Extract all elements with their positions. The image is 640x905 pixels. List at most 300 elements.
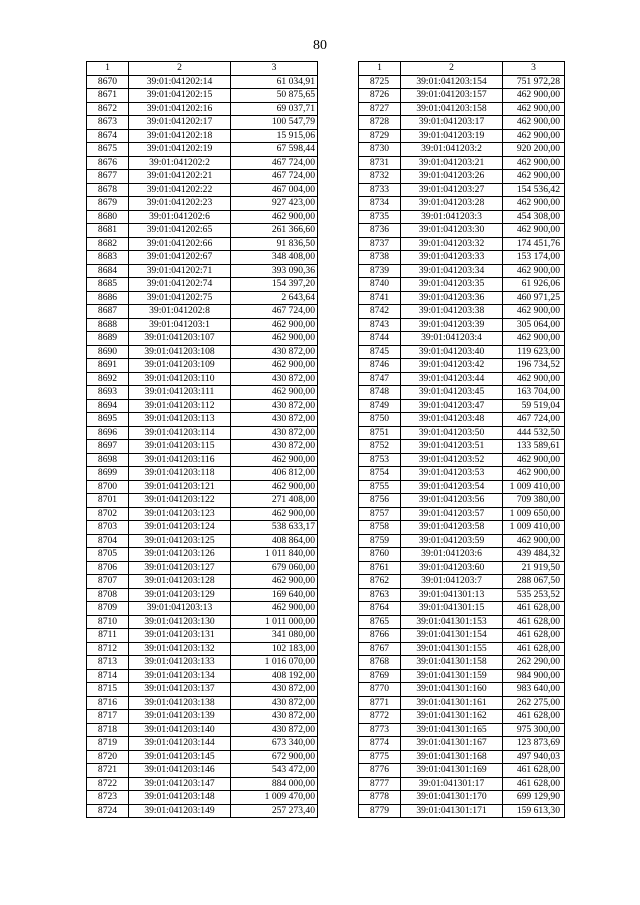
cadastral-number: 39:01:041203:123	[129, 507, 231, 521]
cadastral-number: 39:01:041203:60	[401, 561, 503, 575]
table-row	[87, 615, 318, 629]
cadastral-value: 679 060,00	[231, 561, 318, 575]
cadastral-value: 174 451,76	[503, 237, 565, 251]
table-row	[87, 521, 318, 535]
cadastral-number: 39:01:041301:159	[401, 669, 503, 683]
cadastral-number: 39:01:041301:169	[401, 764, 503, 778]
table-row	[359, 588, 565, 602]
table-row	[87, 345, 318, 359]
table-row	[359, 669, 565, 683]
cadastral-value: 461 628,00	[503, 629, 565, 643]
row-number: 8696	[87, 426, 129, 440]
cadastral-number: 39:01:041203:1	[129, 318, 231, 332]
cadastral-number: 39:01:041202:14	[129, 75, 231, 89]
cadastral-value: 430 872,00	[231, 723, 318, 737]
row-number: 8769	[359, 669, 401, 683]
table-row	[359, 507, 565, 521]
cadastral-value: 462 900,00	[503, 156, 565, 170]
row-number: 8694	[87, 399, 129, 413]
table-row	[87, 467, 318, 481]
row-number: 8707	[87, 575, 129, 589]
cadastral-number: 39:01:041203:127	[129, 561, 231, 575]
row-number: 8703	[87, 521, 129, 535]
row-number: 8740	[359, 278, 401, 292]
row-number: 8695	[87, 413, 129, 427]
row-number: 8721	[87, 764, 129, 778]
row-number: 8760	[359, 548, 401, 562]
row-number: 8700	[87, 480, 129, 494]
cadastral-value: 884 000,00	[231, 777, 318, 791]
cadastral-number: 39:01:041203:131	[129, 629, 231, 643]
table-row	[87, 426, 318, 440]
table-row	[359, 75, 565, 89]
table-row	[359, 642, 565, 656]
cadastral-value: 61 926,06	[503, 278, 565, 292]
table-row	[359, 426, 565, 440]
cadastral-value: 257 273,40	[231, 804, 318, 818]
cadastral-number: 39:01:041301:161	[401, 696, 503, 710]
row-number: 8701	[87, 494, 129, 508]
row-number: 8714	[87, 669, 129, 683]
cadastral-value: 408 192,00	[231, 669, 318, 683]
cadastral-value: 462 900,00	[231, 210, 318, 224]
cadastral-value: 467 724,00	[503, 413, 565, 427]
cadastral-value: 1 009 470,00	[231, 791, 318, 805]
row-number: 8747	[359, 372, 401, 386]
cadastral-value: 153 174,00	[503, 251, 565, 265]
row-number: 8688	[87, 318, 129, 332]
table-row	[87, 737, 318, 751]
table-row	[87, 332, 318, 346]
cadastral-value: 462 900,00	[231, 480, 318, 494]
cadastral-value: 462 900,00	[503, 116, 565, 130]
cadastral-value: 461 628,00	[503, 764, 565, 778]
table-row	[87, 359, 318, 373]
row-number: 8752	[359, 440, 401, 454]
table-row	[359, 615, 565, 629]
table-row	[87, 156, 318, 170]
cadastral-value: 920 200,00	[503, 143, 565, 157]
row-number: 8766	[359, 629, 401, 643]
table-row	[87, 494, 318, 508]
cadastral-number: 39:01:041203:154	[401, 75, 503, 89]
cadastral-value: 462 900,00	[503, 170, 565, 184]
cadastral-number: 39:01:041203:110	[129, 372, 231, 386]
table-row	[359, 359, 565, 373]
cadastral-value: 454 308,00	[503, 210, 565, 224]
cadastral-value: 154 397,20	[231, 278, 318, 292]
table-row	[359, 183, 565, 197]
table-row	[359, 521, 565, 535]
row-number: 8745	[359, 345, 401, 359]
cadastral-number: 39:01:041202:23	[129, 197, 231, 211]
cadastral-value: 408 864,00	[231, 534, 318, 548]
page-number: 80	[313, 38, 327, 53]
cadastral-value: 461 628,00	[503, 602, 565, 616]
table-row	[359, 710, 565, 724]
table-row	[87, 251, 318, 265]
cadastral-value: 430 872,00	[231, 345, 318, 359]
cadastral-value: 21 919,50	[503, 561, 565, 575]
cadastral-number: 39:01:041203:38	[401, 305, 503, 319]
cadastral-value: 461 628,00	[503, 642, 565, 656]
table-row	[87, 413, 318, 427]
cadastral-value: 100 547,79	[231, 116, 318, 130]
table-row	[359, 561, 565, 575]
table-row	[359, 683, 565, 697]
cadastral-value: 462 900,00	[503, 264, 565, 278]
row-number: 8755	[359, 480, 401, 494]
cadastral-value: 123 873,69	[503, 737, 565, 751]
cadastral-number: 39:01:041202:65	[129, 224, 231, 238]
table-row	[359, 264, 565, 278]
cadastral-number: 39:01:041203:57	[401, 507, 503, 521]
table-row	[87, 210, 318, 224]
row-number: 8718	[87, 723, 129, 737]
cadastral-number: 39:01:041203:59	[401, 534, 503, 548]
cadastral-value: 461 628,00	[503, 615, 565, 629]
row-number: 8720	[87, 750, 129, 764]
table-row	[359, 291, 565, 305]
table-row	[359, 156, 565, 170]
table-row	[87, 372, 318, 386]
cadastral-number: 39:01:041203:115	[129, 440, 231, 454]
row-number: 8674	[87, 129, 129, 143]
table-row	[359, 629, 565, 643]
row-number: 8764	[359, 602, 401, 616]
row-number: 8687	[87, 305, 129, 319]
cadastral-number: 39:01:041203:109	[129, 359, 231, 373]
cadastral-number: 39:01:041202:22	[129, 183, 231, 197]
cadastral-value: 133 589,61	[503, 440, 565, 454]
table-row	[87, 129, 318, 143]
cadastral-number: 39:01:041301:158	[401, 656, 503, 670]
table-row	[359, 696, 565, 710]
row-number: 8698	[87, 453, 129, 467]
cadastral-number: 39:01:041203:113	[129, 413, 231, 427]
table-row	[87, 777, 318, 791]
table-row	[87, 453, 318, 467]
cadastral-number: 39:01:041202:8	[129, 305, 231, 319]
cadastral-value: 709 380,00	[503, 494, 565, 508]
row-number: 8735	[359, 210, 401, 224]
cadastral-number: 39:01:041203:107	[129, 332, 231, 346]
table-row	[87, 89, 318, 103]
cadastral-number: 39:01:041203:111	[129, 386, 231, 400]
table-row	[359, 102, 565, 116]
cadastral-value: 467 004,00	[231, 183, 318, 197]
table-row	[87, 629, 318, 643]
cadastral-number: 39:01:041301:153	[401, 615, 503, 629]
cadastral-value: 467 724,00	[231, 305, 318, 319]
row-number: 8774	[359, 737, 401, 751]
cadastral-number: 39:01:041301:171	[401, 804, 503, 818]
row-number: 8710	[87, 615, 129, 629]
row-number: 8689	[87, 332, 129, 346]
cadastral-value: 430 872,00	[231, 440, 318, 454]
row-number: 8767	[359, 642, 401, 656]
table-row	[87, 183, 318, 197]
row-number: 8742	[359, 305, 401, 319]
cadastral-number: 39:01:041203:21	[401, 156, 503, 170]
table-row	[87, 102, 318, 116]
cadastral-number: 39:01:041301:168	[401, 750, 503, 764]
cadastral-number: 39:01:041202:75	[129, 291, 231, 305]
row-number: 8686	[87, 291, 129, 305]
table-row	[87, 237, 318, 251]
cadastral-number: 39:01:041203:145	[129, 750, 231, 764]
cadastral-number: 39:01:041203:122	[129, 494, 231, 508]
row-number: 8758	[359, 521, 401, 535]
table-row	[87, 750, 318, 764]
cadastral-value: 462 900,00	[231, 507, 318, 521]
row-number: 8739	[359, 264, 401, 278]
table-row	[87, 534, 318, 548]
table-row	[359, 804, 565, 818]
header-col-2: 2	[129, 62, 231, 76]
cadastral-value: 154 536,42	[503, 183, 565, 197]
cadastral-value: 467 724,00	[231, 156, 318, 170]
row-number: 8722	[87, 777, 129, 791]
row-number: 8736	[359, 224, 401, 238]
cadastral-value: 1 011 000,00	[231, 615, 318, 629]
cadastral-value: 69 037,71	[231, 102, 318, 116]
cadastral-number: 39:01:041202:66	[129, 237, 231, 251]
table-row	[87, 791, 318, 805]
cadastral-number: 39:01:041203:144	[129, 737, 231, 751]
row-number: 8671	[87, 89, 129, 103]
table-row	[87, 305, 318, 319]
cadastral-number: 39:01:041301:165	[401, 723, 503, 737]
cadastral-value: 102 183,00	[231, 642, 318, 656]
cadastral-number: 39:01:041203:50	[401, 426, 503, 440]
row-number: 8672	[87, 102, 129, 116]
table-row	[359, 453, 565, 467]
table-row	[87, 116, 318, 130]
table-row	[87, 764, 318, 778]
row-number: 8681	[87, 224, 129, 238]
cadastral-number: 39:01:041203:138	[129, 696, 231, 710]
row-number: 8692	[87, 372, 129, 386]
cadastral-number: 39:01:041301:167	[401, 737, 503, 751]
row-number: 8685	[87, 278, 129, 292]
row-number: 8748	[359, 386, 401, 400]
cadastral-value: 348 408,00	[231, 251, 318, 265]
cadastral-number: 39:01:041203:139	[129, 710, 231, 724]
table-row	[87, 656, 318, 670]
cadastral-number: 39:01:041202:74	[129, 278, 231, 292]
cadastral-number: 39:01:041203:39	[401, 318, 503, 332]
cadastral-number: 39:01:041203:13	[129, 602, 231, 616]
row-number: 8706	[87, 561, 129, 575]
cadastral-value: 393 090,36	[231, 264, 318, 278]
row-number: 8728	[359, 116, 401, 130]
cadastral-value: 67 598,44	[231, 143, 318, 157]
table-row	[359, 413, 565, 427]
cadastral-number: 39:01:041202:6	[129, 210, 231, 224]
cadastral-number: 39:01:041301:154	[401, 629, 503, 643]
cadastral-number: 39:01:041203:56	[401, 494, 503, 508]
table-row	[87, 602, 318, 616]
row-number: 8675	[87, 143, 129, 157]
cadastral-number: 39:01:041203:108	[129, 345, 231, 359]
cadastral-number: 39:01:041203:48	[401, 413, 503, 427]
table-row	[359, 143, 565, 157]
cadastral-value: 462 900,00	[231, 602, 318, 616]
table-row	[87, 804, 318, 818]
table-row	[87, 561, 318, 575]
cadastral-number: 39:01:041203:147	[129, 777, 231, 791]
cadastral-number: 39:01:041301:160	[401, 683, 503, 697]
cadastral-number: 39:01:041202:17	[129, 116, 231, 130]
cadastral-number: 39:01:041202:15	[129, 89, 231, 103]
table-row	[87, 575, 318, 589]
cadastral-value: 439 484,32	[503, 548, 565, 562]
header-col-2: 2	[401, 62, 503, 76]
cadastral-value: 462 900,00	[503, 129, 565, 143]
row-number: 8761	[359, 561, 401, 575]
table-row	[359, 656, 565, 670]
table-row	[87, 588, 318, 602]
cadastral-value: 497 940,03	[503, 750, 565, 764]
cadastral-number: 39:01:041203:124	[129, 521, 231, 535]
row-number: 8676	[87, 156, 129, 170]
cadastral-value: 430 872,00	[231, 413, 318, 427]
row-number: 8705	[87, 548, 129, 562]
cadastral-value: 462 900,00	[231, 386, 318, 400]
row-number: 8717	[87, 710, 129, 724]
table-row	[359, 372, 565, 386]
table-row	[359, 251, 565, 265]
cadastral-number: 39:01:041203:47	[401, 399, 503, 413]
cadastral-value: 462 900,00	[503, 102, 565, 116]
cadastral-value: 50 875,65	[231, 89, 318, 103]
cadastral-value: 271 408,00	[231, 494, 318, 508]
cadastral-number: 39:01:041301:155	[401, 642, 503, 656]
row-number: 8768	[359, 656, 401, 670]
cadastral-number: 39:01:041202:21	[129, 170, 231, 184]
cadastral-value: 444 532,50	[503, 426, 565, 440]
cadastral-value: 430 872,00	[231, 372, 318, 386]
table-row	[359, 305, 565, 319]
cadastral-number: 39:01:041203:125	[129, 534, 231, 548]
cadastral-number: 39:01:041203:128	[129, 575, 231, 589]
cadastral-value: 430 872,00	[231, 683, 318, 697]
cadastral-value: 984 900,00	[503, 669, 565, 683]
row-number: 8716	[87, 696, 129, 710]
cadastral-number: 39:01:041203:118	[129, 467, 231, 481]
row-number: 8776	[359, 764, 401, 778]
cadastral-number: 39:01:041203:134	[129, 669, 231, 683]
table-row	[87, 264, 318, 278]
table-row	[359, 723, 565, 737]
table-row	[87, 75, 318, 89]
cadastral-value: 15 915,06	[231, 129, 318, 143]
cadastral-value: 59 519,04	[503, 399, 565, 413]
row-number: 8750	[359, 413, 401, 427]
table-row	[359, 170, 565, 184]
table-row	[87, 507, 318, 521]
table-row	[359, 129, 565, 143]
row-number: 8727	[359, 102, 401, 116]
cadastral-value: 159 613,30	[503, 804, 565, 818]
table-row	[87, 683, 318, 697]
row-number: 8744	[359, 332, 401, 346]
row-number: 8684	[87, 264, 129, 278]
cadastral-number: 39:01:041301:15	[401, 602, 503, 616]
cadastral-value: 262 275,00	[503, 696, 565, 710]
cadastral-number: 39:01:041203:126	[129, 548, 231, 562]
cadastral-number: 39:01:041203:133	[129, 656, 231, 670]
table-row	[359, 602, 565, 616]
row-number: 8677	[87, 170, 129, 184]
cadastral-value: 1 016 070,00	[231, 656, 318, 670]
cadastral-value: 462 900,00	[503, 467, 565, 481]
row-number: 8683	[87, 251, 129, 265]
row-number: 8679	[87, 197, 129, 211]
cadastral-number: 39:01:041202:71	[129, 264, 231, 278]
row-number: 8759	[359, 534, 401, 548]
table-row	[359, 764, 565, 778]
header-col-3: 3	[231, 62, 318, 76]
cadastral-value: 288 067,50	[503, 575, 565, 589]
table-row	[359, 237, 565, 251]
cadastral-value: 535 253,52	[503, 588, 565, 602]
cadastral-number: 39:01:041202:16	[129, 102, 231, 116]
cadastral-number: 39:01:041203:2	[401, 143, 503, 157]
table-row	[87, 669, 318, 683]
cadastral-value: 543 472,00	[231, 764, 318, 778]
row-number: 8746	[359, 359, 401, 373]
cadastral-value: 462 900,00	[503, 453, 565, 467]
cadastral-number: 39:01:041203:32	[401, 237, 503, 251]
table-row	[359, 116, 565, 130]
table-row	[87, 696, 318, 710]
cadastral-number: 39:01:041203:149	[129, 804, 231, 818]
row-number: 8762	[359, 575, 401, 589]
row-number: 8726	[359, 89, 401, 103]
row-number: 8678	[87, 183, 129, 197]
cadastral-value: 462 900,00	[231, 318, 318, 332]
table-row	[359, 777, 565, 791]
cadastral-value: 430 872,00	[231, 399, 318, 413]
table-row	[87, 723, 318, 737]
table-row	[359, 791, 565, 805]
cadastral-value: 91 836,50	[231, 237, 318, 251]
left-table-body	[87, 75, 318, 818]
cadastral-number: 39:01:041203:35	[401, 278, 503, 292]
table-row	[359, 224, 565, 238]
cadastral-value: 462 900,00	[503, 197, 565, 211]
row-number: 8697	[87, 440, 129, 454]
table-row	[359, 494, 565, 508]
table-row	[359, 89, 565, 103]
row-number: 8690	[87, 345, 129, 359]
table-row	[359, 737, 565, 751]
cadastral-number: 39:01:041203:114	[129, 426, 231, 440]
row-number: 8738	[359, 251, 401, 265]
cadastral-value: 983 640,00	[503, 683, 565, 697]
cadastral-value: 430 872,00	[231, 696, 318, 710]
cadastral-number: 39:01:041203:148	[129, 791, 231, 805]
cadastral-number: 39:01:041203:52	[401, 453, 503, 467]
cadastral-number: 39:01:041203:58	[401, 521, 503, 535]
row-number: 8757	[359, 507, 401, 521]
cadastral-value: 461 628,00	[503, 777, 565, 791]
cadastral-value: 538 633,17	[231, 521, 318, 535]
table-row	[87, 399, 318, 413]
row-number: 8763	[359, 588, 401, 602]
